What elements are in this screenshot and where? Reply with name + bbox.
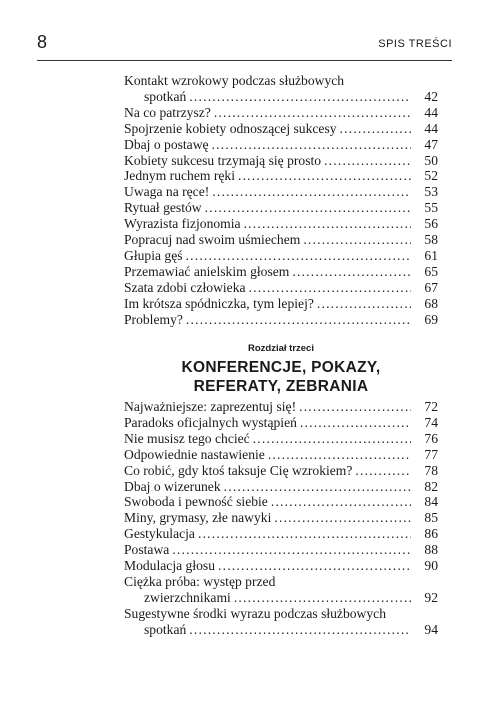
toc-entry-line xyxy=(124,121,438,137)
toc-entry-title: Nie musisz tego chcieć xyxy=(124,430,250,446)
toc-entry-title: Szata zdobi człowieka xyxy=(124,279,246,295)
toc-entry xyxy=(124,296,438,312)
toc-entry-title: Kontakt wzrokowy podczas służbowych xyxy=(124,73,345,88)
toc-entry xyxy=(124,479,438,495)
toc-page-number: 74 xyxy=(424,414,438,430)
toc-entry xyxy=(124,200,438,216)
toc-page-number: 77 xyxy=(424,446,438,462)
toc-entry-title: Swoboda i pewność siebie xyxy=(124,494,268,510)
toc-page-number: 78 xyxy=(424,462,438,478)
toc-entry-line xyxy=(124,105,438,121)
toc-entry-line xyxy=(124,312,438,328)
dot-leader xyxy=(186,312,411,328)
dot-leader xyxy=(292,264,411,280)
dot-leader xyxy=(218,558,411,574)
dot-leader xyxy=(234,590,411,606)
toc-entry-title: Uwaga na ręce! xyxy=(124,184,210,200)
toc-entry-title: Wyrazista fizjonomia xyxy=(124,216,241,232)
toc-entry-line xyxy=(124,463,438,479)
toc-entry-line xyxy=(124,574,438,590)
toc-page-number: 61 xyxy=(424,247,438,263)
dot-leader xyxy=(212,137,411,153)
toc-entry-line xyxy=(124,479,438,495)
dot-leader xyxy=(238,168,411,184)
toc-page-number: 76 xyxy=(424,430,438,446)
toc-entry-title: Przemawiać anielskim głosem xyxy=(124,263,290,279)
toc-page-number: 72 xyxy=(424,399,438,414)
toc-entry xyxy=(124,415,438,431)
toc-entry-line xyxy=(124,137,438,153)
toc-entry xyxy=(124,447,438,463)
toc-entry-title: Najważniejsze: zaprezentuj się! xyxy=(124,399,297,414)
toc-entry-line xyxy=(124,153,438,169)
toc-page-number: 53 xyxy=(424,184,438,200)
toc-page-number: 42 xyxy=(424,88,438,104)
toc-entry xyxy=(124,73,438,105)
toc-page-number: 55 xyxy=(424,200,438,216)
toc-entry xyxy=(124,526,438,542)
toc-entry xyxy=(124,558,438,574)
toc-entry-title: Popracuj nad swoim uśmiechem xyxy=(124,232,301,248)
toc-page-number: 86 xyxy=(424,526,438,542)
toc-page-number: 68 xyxy=(424,295,438,311)
toc-page-number: 84 xyxy=(424,494,438,510)
dot-leader xyxy=(340,121,411,137)
toc-page-number: 85 xyxy=(424,510,438,526)
toc-entry xyxy=(124,137,438,153)
toc-page-number: 88 xyxy=(424,542,438,558)
toc-entry-line xyxy=(124,622,438,638)
dot-leader xyxy=(303,232,411,248)
dot-leader xyxy=(274,510,411,526)
toc-entry-line xyxy=(124,296,438,312)
toc-entry xyxy=(124,153,438,169)
dot-leader xyxy=(355,463,411,479)
dot-leader xyxy=(300,415,411,431)
toc-entry-line xyxy=(124,264,438,280)
toc-entry-line xyxy=(124,399,438,415)
chapter-title-line-2: REFERATY, ZEBRANIA xyxy=(193,378,369,395)
toc-page-number: 58 xyxy=(424,232,438,248)
toc-entry xyxy=(124,574,438,606)
page-number: 8 xyxy=(37,32,48,52)
toc-entry-line xyxy=(124,510,438,526)
toc-entry xyxy=(124,216,438,232)
dot-leader xyxy=(271,494,411,510)
toc-entry xyxy=(124,121,438,137)
toc-entry-title: Dbaj o wizerunek xyxy=(124,478,221,494)
dot-leader xyxy=(299,399,411,415)
chapter-title-line-1: KONFERENCJE, POKAZY, xyxy=(181,359,381,376)
dot-leader xyxy=(214,105,411,121)
toc-entry xyxy=(124,280,438,296)
chapter-heading xyxy=(124,343,438,396)
toc-entry xyxy=(124,510,438,526)
toc-entry-line xyxy=(124,415,438,431)
dot-leader xyxy=(249,280,411,296)
toc-entry-title: Sugestywne środki wyrazu podczas służbowych xyxy=(124,605,386,621)
toc-entry xyxy=(124,312,438,328)
toc-entry-title: Na co patrzysz? xyxy=(124,104,211,120)
toc-entry-line xyxy=(124,431,438,447)
toc-entry-line xyxy=(124,184,438,200)
toc-entry xyxy=(124,184,438,200)
dot-leader xyxy=(224,479,411,495)
toc-entry-title: spotkań xyxy=(144,621,187,637)
toc-entry-title: Jednym ruchem ręki xyxy=(124,168,235,184)
toc-entry-title: Gestykulacja xyxy=(124,526,195,542)
toc-page-number: 65 xyxy=(424,263,438,279)
toc-entry-title: Problemy? xyxy=(124,311,183,327)
toc-page-number: 47 xyxy=(424,136,438,152)
dot-leader xyxy=(244,216,411,232)
toc-entry-title: Modulacja głosu xyxy=(124,558,215,574)
toc-entry xyxy=(124,399,438,415)
dot-leader xyxy=(205,200,411,216)
toc-entry-line xyxy=(124,89,438,105)
toc-entry-title: Ciężka próba: występ przed xyxy=(124,573,276,589)
toc-entry-line xyxy=(124,606,438,622)
running-title: SPIS TREŚCI xyxy=(378,38,452,50)
toc-page-number: 69 xyxy=(424,311,438,327)
toc-entry xyxy=(124,431,438,447)
dot-leader xyxy=(324,153,411,169)
toc-entry xyxy=(124,463,438,479)
toc-entry-title: Rytuał gestów xyxy=(124,200,202,216)
toc-section-1 xyxy=(124,73,438,328)
dot-leader xyxy=(189,89,411,105)
toc-entry-title: Spojrzenie kobiety odnoszącej sukcesy xyxy=(124,120,337,136)
toc-page-number: 82 xyxy=(424,478,438,494)
dot-leader xyxy=(198,526,411,542)
dot-leader xyxy=(268,447,411,463)
toc-entry-title: Kobiety sukcesu trzymają się prosto xyxy=(124,152,322,168)
toc-entry xyxy=(124,264,438,280)
toc-entry-title: spotkań xyxy=(144,88,187,104)
chapter-label: Rozdział trzeci xyxy=(248,343,314,354)
toc-entry-title: Miny, grymasy, złe nawyki xyxy=(124,510,272,526)
toc-entry-line xyxy=(124,216,438,232)
toc-page-number: 94 xyxy=(424,621,438,637)
dot-leader xyxy=(189,622,411,638)
toc-entry-title: zwierzchnikami xyxy=(144,589,231,605)
toc-entry-line xyxy=(124,168,438,184)
page-header xyxy=(37,32,452,61)
toc-entry-line xyxy=(124,447,438,463)
toc-page-number: 90 xyxy=(424,558,438,574)
toc-entry-line xyxy=(124,73,438,89)
toc-entry xyxy=(124,105,438,121)
toc-page-number: 52 xyxy=(424,168,438,184)
toc-entry-line xyxy=(124,590,438,606)
toc-entry-line xyxy=(124,494,438,510)
toc-entry-line xyxy=(124,526,438,542)
toc-entry xyxy=(124,168,438,184)
toc-page-number: 50 xyxy=(424,152,438,168)
toc-page-number: 44 xyxy=(424,104,438,120)
toc-entry-line xyxy=(124,280,438,296)
toc-entry-title: Odpowiednie nastawienie xyxy=(124,446,265,462)
toc-page-number: 92 xyxy=(424,589,438,605)
toc-entry-line xyxy=(124,232,438,248)
toc-entry-title: Głupia gęś xyxy=(124,247,183,263)
toc-entry xyxy=(124,606,438,638)
toc-entry xyxy=(124,494,438,510)
toc-entry-line xyxy=(124,542,438,558)
chapter-title xyxy=(124,358,438,396)
toc-entry-title: Dbaj o postawę xyxy=(124,136,209,152)
toc-entry-title: Postawa xyxy=(124,542,170,558)
toc-entry-line xyxy=(124,248,438,264)
dot-leader xyxy=(186,248,411,264)
toc-page-number: 44 xyxy=(424,120,438,136)
toc-page-number: 67 xyxy=(424,279,438,295)
toc-section-2 xyxy=(124,399,438,638)
dot-leader xyxy=(253,431,411,447)
toc-page-number: 56 xyxy=(424,216,438,232)
toc-entry-title: Paradoks oficjalnych wystąpień xyxy=(124,414,297,430)
toc-entry xyxy=(124,542,438,558)
toc-entry-title: Co robić, gdy ktoś taksuje Cię wzrokiem? xyxy=(124,462,353,478)
toc-entry-line xyxy=(124,200,438,216)
toc-entry-title: Im krótsza spódniczka, tym lepiej? xyxy=(124,295,314,311)
toc-entry xyxy=(124,248,438,264)
toc-entry xyxy=(124,232,438,248)
dot-leader xyxy=(172,542,411,558)
dot-leader xyxy=(212,184,411,200)
toc-entry-line xyxy=(124,558,438,574)
dot-leader xyxy=(317,296,411,312)
